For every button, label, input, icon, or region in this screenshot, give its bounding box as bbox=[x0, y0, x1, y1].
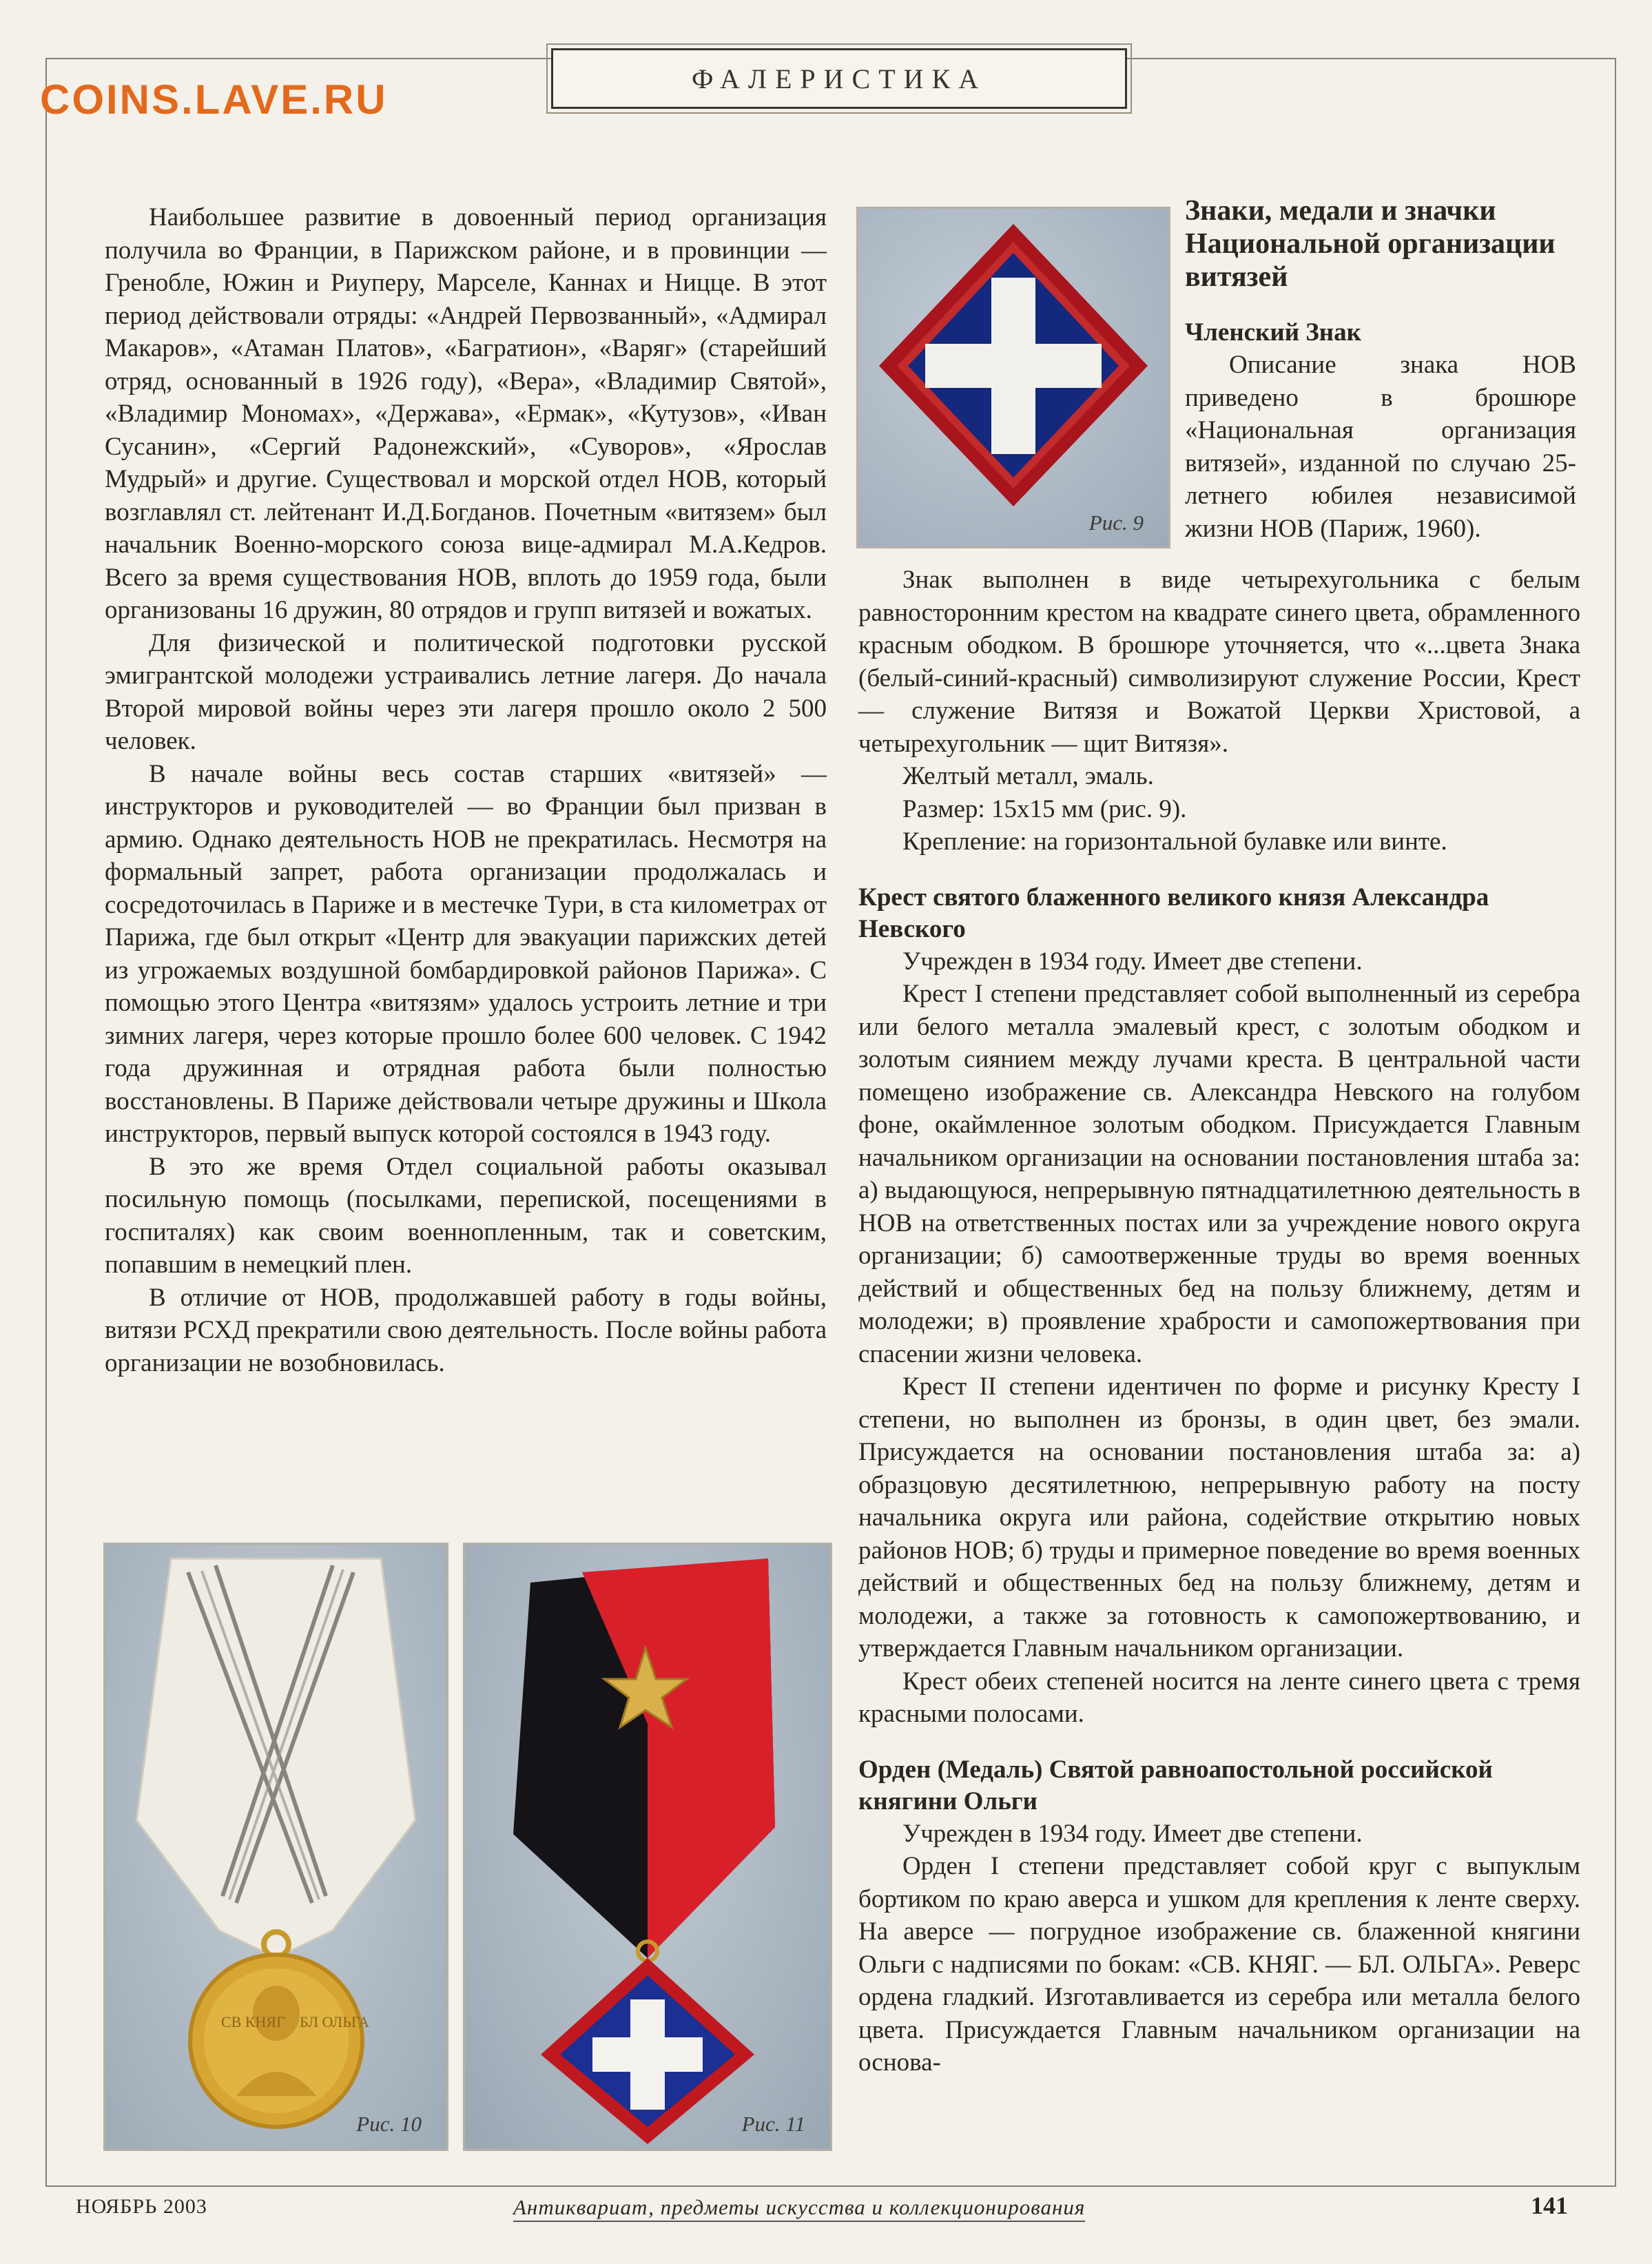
paragraph: В это же время Отдел социальной работы оказывал посильную помощь (посылками, перепиской, посещениями в госпиталях) как своим военнопленным, так и советским, попавшим в немецкий плен. bbox=[105, 1152, 827, 1279]
watermark: COINS.LAVE.RU bbox=[40, 76, 388, 123]
figure-9-membership-badge bbox=[856, 207, 1170, 548]
paragraph: В отличие от НОВ, продолжавшей работу в годы войны, витязи РСХД прекратили свою деятельность. После войны работа организации не возобновилась. bbox=[105, 1283, 827, 1377]
olga-medal-icon bbox=[105, 1545, 446, 2149]
membership-badge-icon bbox=[858, 209, 1168, 546]
paragraph: Знак выполнен в виде четырехугольника с белым равносторонним крестом на квадрате синего цвета, обрамленного красным ободком. В брошюре уточняется, что «...цвета Знака (белый-синий-красный) символизируют служение России, Крест — служение Витязя и Вожатой Церкви Христовой, а четырехугольник — щит Витязя». bbox=[858, 566, 1580, 758]
section-title: Орден (Медаль) Святой равноапостольной российской княгини Ольги bbox=[858, 1755, 1493, 1815]
section-title: Крест святого блаженного великого князя Александра Невского bbox=[858, 883, 1489, 943]
figure-caption: Рис. 10 bbox=[356, 2112, 422, 2136]
subsection-title: Членский Знак bbox=[1185, 318, 1361, 347]
paragraph: В начале войны весь состав старших «витязей» — инструкторов и руководителей — во Франции был призван в армию. Однако деятельность НОВ не прекратилась. Несмотря на формальный запрет, работа организации продолжалась и сосредоточилась в Париже и в местечке Тури, в ста километрах от Парижа, где был открыт «Центр для эвакуации парижских детей из угрожаемых воздушной бомбардировкой районов Парижа». С помощью этого Центра «витязям» удалось устроить летние и три зимних лагеря, через которые прошло более 600 человек. С 1942 года дружинная и отрядная работа были полностью восстановлены. В Париже действовали четыре дружины и Школа инструкторов, первый выпуск которой состоялся в 1943 году. bbox=[105, 759, 827, 1148]
paragraph: Крест I степени представляет собой выполненный из серебра или белого металла эмалевый крест, с золотым ободком и золотым сиянием между лучами креста. В центральной части помещено изображение св. Александра Невского на голубом фоне, окаймленное золотым ободком. Присуждается Главным начальником организации на основании постановления штаба за: а) выдающуюся, непрерывную пятнадцатилетнюю деятельность в НОВ на ответственных постах или за учреждение нового округа организации; б) самоотверженные труды во время военных действий и общественных бед на пользу ближнему, детям и молодежи; в) проявление храбрости и самопожертвования при спасении жизни человека. bbox=[858, 980, 1580, 1368]
paragraph: Крепление: на горизонтальной булавке или винте. bbox=[902, 827, 1447, 856]
figure-caption: Рис. 9 bbox=[1088, 511, 1144, 535]
paragraph: Орден I степени представляет собой круг с выпуклым бортиком по краю аверса и ушком для крепления к ленте сверху. На аверсе — погрудное изображение св. блаженной княгини Ольги с надписями по бокам: «СВ. КНЯГ. — БЛ. ОЛЬГА». Реверс ордена гладкий. Изготавливается из серебра или металла белого цвета. Присуждается Главным начальником организации на основа- bbox=[858, 1852, 1580, 2077]
section-title: Знаки, медали и значки Национальной организации витязей bbox=[1185, 195, 1556, 293]
footer-magazine-title: Антиквариат, предметы искусства и коллекционирования bbox=[513, 2195, 1085, 2222]
ribbon-badge-icon bbox=[465, 1545, 830, 2149]
paragraph: Желтый металл, эмаль. bbox=[902, 762, 1154, 790]
paragraph: Учрежден в 1934 году. Имеет две степени. bbox=[902, 1819, 1363, 1848]
medal-inscription-left: СВ КНЯГ bbox=[221, 2013, 285, 2030]
page-number: 141 bbox=[1531, 2192, 1568, 2219]
right-column bbox=[858, 564, 1580, 2079]
paragraph: Наибольшее развитие в довоенный период организация получила во Франции, в Парижском районе, и в провинции — Гренобле, Южин и Риуперу, Марселе, Каннах и Ницце. В этот период действовали отряды: «Андрей Первозванный», «Адмирал Макаров», «Атаман Платов», «Багратион», «Варяг» (старейший отряд, основанный в 1926 году), «Вера», «Владимир Святой», «Владимир Мономах», «Держава», «Ермак», «Кутузов», «Иван Сусанин», «Сергий Радонежский», «Суворов», «Ярослав Мудрый» и другие. Существовал и морской отдел НОВ, который возглавлял ст. лейтенант И.Д.Богданов. Почетным «витязем» был начальник Военно-морского союза вице-адмирал М.А.Кедров. Всего за время существования НОВ, вплоть до 1959 года, были организованы 16 дружин, 80 отрядов и групп витязей и вожатых. bbox=[105, 203, 827, 624]
paragraph: Описание знака НОВ приведено в брошюре «Национальная организация витязей», изданной по случаю 25-летнего юбилея независимой жизни НОВ (Париж, 1960). bbox=[1185, 351, 1576, 543]
paragraph: Крест обеих степеней носится на ленте синего цвета с тремя красными полосами. bbox=[858, 1667, 1580, 1728]
paragraph: Крест II степени идентичен по форме и рисунку Кресту I степени, но выполнен из бронзы, в один цвет, без эмали. Присуждается на основании постановления штаба за: а) образцовую десятилетнюю, непрерывную работу на посту начальника округа или района, содействие открытию новых районов НОВ; б) труды и примерное поведение во время военных действий и общественных бед на пользу ближнему, детям и молодежи, а также за готовность к самопожертвованию, и утверждается Главным начальником организации. bbox=[858, 1372, 1580, 1663]
section-header: ФАЛЕРИСТИКА bbox=[551, 48, 1127, 109]
footer-date: НОЯБРЬ 2003 bbox=[76, 2195, 207, 2218]
paragraph: Учрежден в 1934 году. Имеет две степени. bbox=[902, 947, 1363, 976]
left-column bbox=[105, 201, 827, 1379]
figure-11-ribbon-badge bbox=[463, 1543, 832, 2151]
medal-inscription-right: БЛ ОЛЬГА bbox=[300, 2013, 370, 2030]
mid-column bbox=[1185, 194, 1576, 545]
figure-caption: Рис. 11 bbox=[741, 2112, 805, 2136]
paragraph: Для физической и политической подготовки русской эмигрантской молодежи устраивались летние лагеря. До начала Второй мировой войны через эти лагеря прошло около 2 500 человек. bbox=[105, 628, 827, 755]
figure-10-olga-medal bbox=[103, 1543, 448, 2151]
paragraph: Размер: 15х15 мм (рис. 9). bbox=[902, 794, 1187, 823]
